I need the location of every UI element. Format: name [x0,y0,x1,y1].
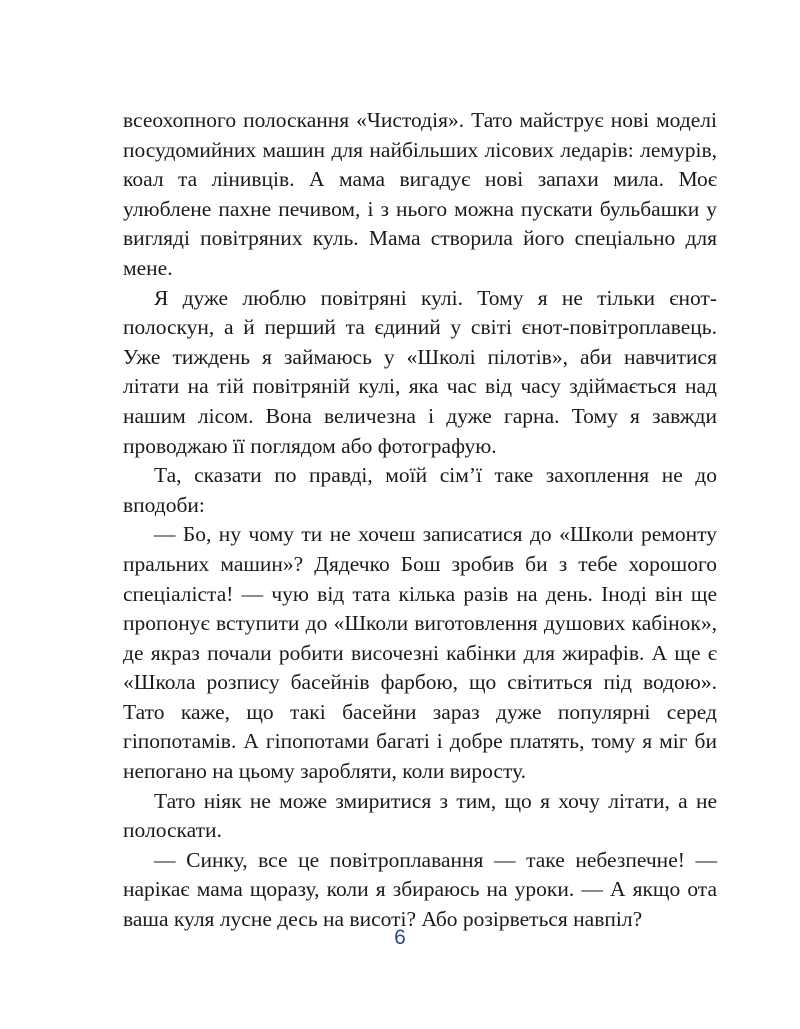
page-number: 6 [394,926,406,949]
paragraph-6: — Синку, все це повітроплавання — таке небезпечне! — нарікає мама щоразу, коли я збираюсь на уроки. — А якщо ота ваша куля лусне десь на висоті? Або розірветься навпіл? [123,847,717,932]
paragraph-1: всеохопного полоскання «Чистодія». Тато майструє нові моделі посудомийних машин для найбільших лісових ледарів: лемурів, коал та лінивців. А мама вигадує нові запахи мила. Моє улюблене пахне печивом, і з нього можна пускати бульбашки у вигляді повітряних куль. Мама створила його спеціально для мене. [123,108,717,280]
paragraph-3: Та, сказати по правді, моїй сім’ї таке захоплення не до вподоби: [123,463,717,517]
paragraph-4: — Бо, ну чому ти не хочеш записатися до «Школи ремонту пральних машин»? Дядечко Бош зробив би з тебе хорошого спеціаліста! — чую від тата кілька разів на день. Іноді він ще пропонує вступити до «Школи виготовлення душових кабінок», де якраз почали робити височезні кабінки для жирафів. А ще є «Школа розпису басейнів фарбою, що світиться під водою». Тато каже, що такі басейни зараз дуже популярні серед гіпопотамів. А гіпопотами багаті і добре платять, тому я міг би непогано на цьому заробляти, коли виросту. [123,522,717,784]
paragraph-5: Тато ніяк не може змиритися з тим, що я хочу літати, а не полоскати. [123,788,717,843]
paragraph-2: Я дуже люблю повітряні кулі. Тому я не тільки єнот-полоскун, а й перший та єдиний у світі єнот-повітроплавець. Уже тиждень я займаюсь у «Школі пілотів», аби навчитися літати на тій повітряній кулі, яка час від часу здіймається над нашим лісом. Вона величезна і дуже гарна. Тому я завжди проводжаю її поглядом або фотографую. [123,285,717,458]
body-text [123,106,717,935]
